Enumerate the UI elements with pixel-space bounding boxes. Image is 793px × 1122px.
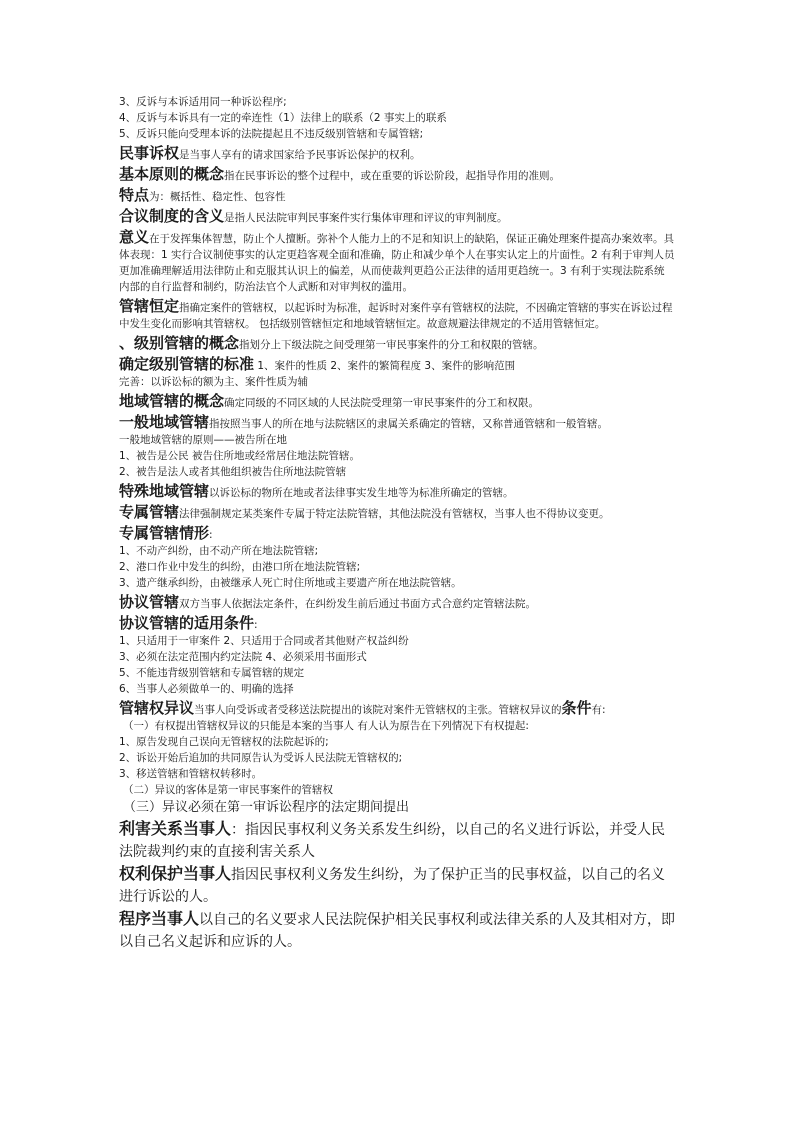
document-page (119, 94, 675, 953)
term-level-jurisdiction: 、级别管辖的概念 (119, 334, 240, 352)
line-counterclaim-5: 5、反诉只能向受理本诉的法院提起且不违反级别管辖和专属管辖; (119, 128, 424, 140)
term-conditions: 条件 (561, 699, 592, 717)
line-port-operation: 2、港口作业中发生的纠纷，由港口所在地法院管辖; (119, 561, 361, 573)
line-defendant-citizen: 1、被告是公民 被告住所地或经常居住地法院管辖。 (119, 450, 361, 462)
para-exclusive-cases: 专属管辖情形: (119, 524, 213, 542)
line-condition-1-2: 1、只适用于一审案件 2、只适用于合同或者其他财产权益纠纷 (119, 635, 409, 647)
term-rights-protection-party: 权利保护当事人 (119, 864, 232, 883)
term-perpetuatio-fori: 管辖恒定 (119, 297, 180, 315)
para-agreed-conditions: 协议管辖的适用条件: (119, 614, 258, 632)
line-objection-period: （三）异议必须在第一审诉讼程序的法定期间提出 (123, 800, 410, 815)
para-agreed-jurisdiction: 协议管辖双方当事人依据法定条件，在纠纷发生前后通过书面方式合意约定管辖法院。 (119, 593, 537, 611)
para-procedural-party: 程序当事人以自己的名义要求人民法院保护相关民事权利或法律关系的人及其相对方，即以自己名义起诉和应诉的人。 (119, 909, 676, 950)
term-procedural-party: 程序当事人 (119, 909, 200, 928)
para-civil-litigation-right: 民事诉权是当事人享有的请求国家给予民事诉讼保护的权利。 (119, 144, 421, 162)
para-basic-principle: 基本原则的概念指在民事诉讼的整个过程中，或在重要的诉讼阶段，起指导作用的准则。 (119, 165, 561, 183)
line-objection-object: （二）异议的客体是第一审民事案件的管辖权 (123, 784, 333, 796)
line-condition-3-4: 3、必须在法定范围内约定法院 4、必须采用书面形式 (119, 651, 367, 663)
line-objection-case-3: 3、移送管辖和管辖权转移时。 (119, 768, 263, 780)
line-inheritance: 3、遗产继承纠纷，由被继承人死亡时住所地或主要遗产所在地法院管辖。 (119, 577, 462, 589)
term-basic-principle: 基本原则的概念 (119, 165, 225, 183)
term-level-standard: 确定级别管辖的标准 (119, 355, 255, 373)
term-agreed-jurisdiction: 协议管辖 (119, 593, 180, 611)
para-perpetuatio-fori: 管辖恒定指确定案件的管辖权，以起诉时为标准，起诉时对案件享有管辖权的法院，不因确定管辖的事实在诉讼过程中发生变化而影响其管辖权。 包括级别管辖恒定和地域管辖恒定。故意规避法律规定的不适用管辖恒定。 (119, 297, 673, 330)
term-agreed-conditions: 协议管辖的适用条件 (119, 614, 255, 632)
para-features: 特点为：概括性、稳定性、包容性 (119, 186, 286, 204)
term-features: 特点 (119, 186, 150, 204)
para-level-standard: 确定级别管辖的标准 1、案件的性质 2、案件的繁简程度 3、案件的影响范围 (119, 355, 516, 373)
para-special-territorial: 特殊地域管辖以诉讼标的物所在地或者法律事实发生地等为标准所确定的管辖。 (119, 482, 514, 500)
para-significance: 意义在于发挥集体智慧，防止个人擅断。弥补个人能力上的不足和知识上的缺陷，保证正确处理案件提高办案效率。具体表现：1 实行合议制使事实的认定更趋客观全面和准确，防止和减少单个人在事实认定上的片面性。2 有利于审判人员更加准确理解适用法律防止和克服其认识上的偏差，从而使裁判更趋公正法律的适用更趋统一。3 有利于实现法院系统内部的自行监督和制约，防治法官个人武断和对审判权的滥用。 (119, 228, 675, 293)
para-collegiate-system: 合议制度的含义是指人民法院审判民事案件实行集体审理和评议的审判制度。 (119, 207, 508, 225)
para-territorial-jurisdiction: 地域管辖的概念确定同级的不同区域的人民法院受理第一审民事案件的分工和权限。 (119, 392, 540, 410)
term-territorial-jurisdiction: 地域管辖的概念 (119, 392, 225, 410)
term-exclusive-cases: 专属管辖情形 (119, 524, 210, 542)
term-general-territorial: 一般地域管辖 (119, 413, 210, 431)
line-condition-6: 6、当事人必须做单一的、明确的选择 (119, 683, 294, 695)
para-general-territorial: 一般地域管辖指按照当事人的所在地与法院辖区的隶属关系确定的管辖，又称普通管辖和一般管辖。 (119, 413, 609, 431)
para-exclusive-jurisdiction: 专属管辖法律强制规定某类案件专属于特定法院管辖，其他法院没有管辖权，当事人也不得协议变更。 (119, 503, 610, 521)
line-objection-party: （一）有权提出管辖权异议的只能是本案的当事人 有人认为原告在下列情况下有权提起: (123, 720, 529, 732)
para-level-jurisdiction: 、级别管辖的概念指划分上下级法院之间受理第一审民事案件的分工和权限的管辖。 (119, 334, 544, 352)
line-improvement: 完善：以诉讼标的额为主、案件性质为辅 (119, 376, 308, 388)
term-interested-party: 利害关系当事人 (119, 819, 232, 838)
line-objection-case-1: 1、原告发现自己误向无管辖权的法院起诉的; (119, 736, 329, 748)
term-exclusive-jurisdiction: 专属管辖 (119, 503, 180, 521)
term-significance: 意义 (119, 228, 150, 246)
term-civil-litigation-right: 民事诉权 (119, 144, 180, 162)
para-interested-party: 利害关系当事人：指因民事权利义务关系发生纠纷，以自己的名义进行诉讼，并受人民法院裁判约束的直接利害关系人 (119, 819, 666, 860)
line-general-principle: 一般地域管辖的原则——被告所在地 (119, 434, 287, 446)
line-counterclaim-4: 4、反诉与本诉具有一定的牵连性（1）法律上的联系（2 事实上的联系 (119, 112, 447, 124)
para-rights-protection-party: 权利保护当事人指因民事权利义务发生纠纷，为了保护正当的民事权益，以自己的名义进行诉讼的人。 (119, 864, 666, 905)
term-jurisdiction-objection: 管辖权异议 (119, 699, 195, 717)
line-objection-case-2: 2、诉讼开始后追加的共同原告认为受诉人民法院无管辖权的; (119, 752, 403, 764)
line-condition-5: 5、不能违背级别管辖和专属管辖的规定 (119, 667, 305, 679)
line-counterclaim-3: 3、反诉与本诉适用同一种诉讼程序; (119, 96, 287, 108)
line-real-estate: 1、不动产纠纷，由不动产所在地法院管辖; (119, 545, 319, 557)
line-defendant-legal-person: 2、被告是法人或者其他组织被告住所地法院管辖 (119, 466, 347, 478)
para-jurisdiction-objection: 管辖权异议当事人向受诉或者受移送法院提出的该院对案件无管辖权的主张。管辖权异议的条件有: (119, 699, 606, 717)
term-collegiate-system: 合议制度的含义 (119, 207, 225, 225)
term-special-territorial: 特殊地域管辖 (119, 482, 210, 500)
